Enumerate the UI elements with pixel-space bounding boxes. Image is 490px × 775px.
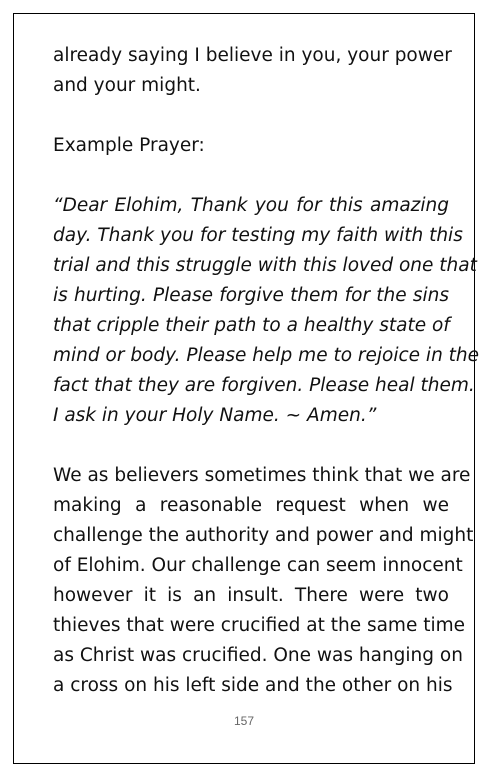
text-line: as Christ was crucified. One was hanging on <box>53 645 463 666</box>
page-number: 157 <box>233 714 255 728</box>
text-line: We as believers sometimes think that we are <box>53 465 471 486</box>
prayer-line: is hurting. Please forgive them for the sins <box>53 285 449 306</box>
prayer-line: I ask in your Holy Name. ~ Amen.” <box>53 405 377 426</box>
prayer-line: “Dear Elohim, Thank you for this amazing <box>53 195 449 216</box>
text-line: thieves that were crucified at the same time <box>53 615 466 636</box>
text-line: already saying I believe in you, your power <box>53 45 452 66</box>
prayer-quote <box>53 191 480 431</box>
text-line: a cross on his left side and the other on his <box>53 675 453 696</box>
paragraph-continued <box>53 41 452 101</box>
paragraph-believers <box>53 461 474 701</box>
text-line: however it is an insult. There were two <box>53 585 449 606</box>
example-heading-block <box>53 131 449 161</box>
prayer-line: mind or body. Please help me to rejoice in the <box>53 345 480 366</box>
book-page <box>13 13 480 764</box>
prayer-line: trial and this struggle with this loved one that <box>53 255 477 276</box>
prayer-line: fact that they are forgiven. Please heal them. <box>53 375 475 396</box>
example-prayer-heading: Example Prayer: <box>53 135 205 156</box>
prayer-line: day. Thank you for testing my faith with this <box>53 225 463 246</box>
prayer-line: that cripple their path to a healthy state of <box>53 315 450 336</box>
text-line: of Elohim. Our challenge can seem innocent <box>53 555 463 576</box>
text-line: making a reasonable request when we <box>53 495 449 516</box>
text-line: challenge the authority and power and might <box>53 525 474 546</box>
text-line: and your might. <box>53 75 201 96</box>
